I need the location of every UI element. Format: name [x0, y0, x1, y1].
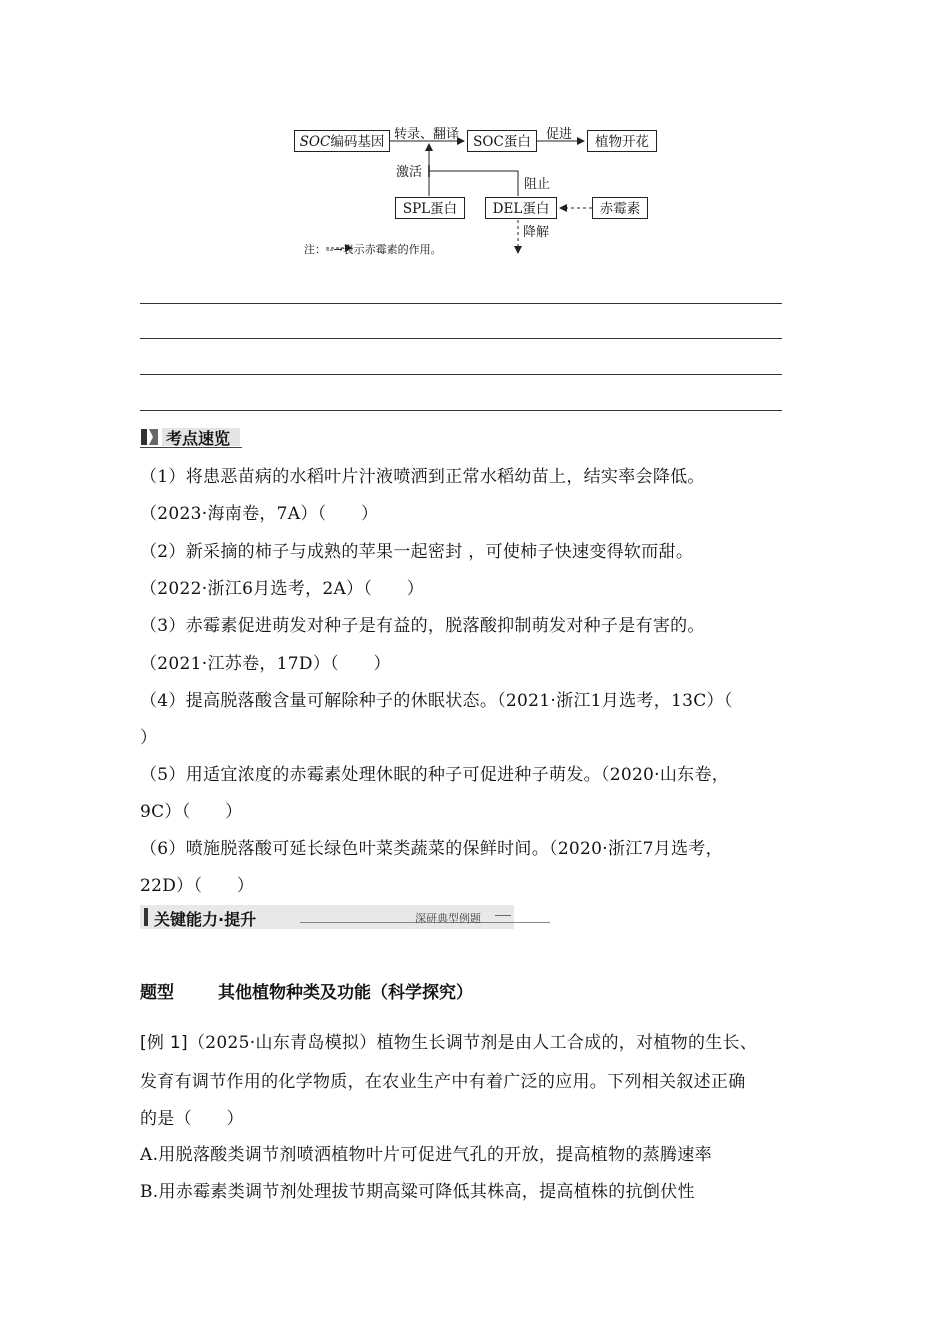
example-line-1 [140, 1028, 757, 1053]
review-item-4: （4）提高脱落酸含量可解除种子的休眠状态。（2021·浙江1月选考，13C）（ [140, 691, 733, 711]
section-subtitle: 深研典型例题 [415, 912, 481, 925]
label-block: 阻止 [524, 177, 551, 192]
soc-protein-box: SOC蛋白 [467, 130, 537, 152]
soc-gene-italic: SOC [299, 134, 331, 150]
diagram-note: 注：--→表示赤霉素的作用。 [304, 243, 442, 256]
bookmark-icon [140, 426, 162, 448]
answer-line-1 [140, 303, 782, 304]
section-title-quick-review: 考点速览 [166, 429, 231, 448]
example-tag: [例 1] [140, 1033, 188, 1053]
review-item-4-source: ） [140, 728, 158, 748]
del-protein-box: DEL蛋白 [485, 197, 557, 219]
review-item-1-source: （2023·海南卷，7A）（ ） [140, 504, 379, 524]
review-item-2-source: （2022·浙江6月选考，2A）（ ） [140, 579, 425, 599]
soc-gene-text: 编码基因 [330, 134, 385, 150]
review-item-1: （1）将患恶苗病的水稻叶片汁液喷洒到正常水稻幼苗上，结实率会降低。 [140, 467, 705, 487]
answer-line-3 [140, 374, 782, 375]
review-item-6-source: 22D）（ ） [140, 876, 255, 896]
answer-line-4 [140, 410, 782, 411]
soc-gene-box [294, 130, 390, 152]
section-header-key-ability [140, 905, 514, 929]
label-transcribe-translate: 转录、翻译 [394, 127, 460, 142]
answer-line-2 [140, 338, 782, 339]
question-type-title: 其他植物种类及功能（科学探究） [218, 983, 473, 1003]
example-line-3: 的是（ ） [140, 1109, 244, 1129]
example-line-2: 发育有调节作用的化学物质，在农业生产中有着广泛的应用。下列相关叙述正确 [140, 1072, 746, 1092]
review-item-5-source: 9C）（ ） [140, 802, 243, 822]
spl-protein-box: SPL蛋白 [395, 197, 465, 219]
review-item-3: （3）赤霉素促进萌发对种子是有益的，脱落酸抑制萌发对种子是有害的。 [140, 616, 705, 636]
gibberellin-box: 赤霉素 [592, 197, 648, 219]
review-item-2: （2）新采摘的柿子与成熟的苹果一起密封 ，可使柿子快速变得软而甜。 [140, 542, 694, 562]
review-item-5: （5）用适宜浓度的赤霉素处理休眠的种子可促进种子萌发。（2020·山东卷， [140, 765, 730, 785]
flow-diagram [280, 118, 680, 268]
label-activate: 激活 [396, 165, 423, 180]
review-item-3-source: （2021·江苏卷，17D）（ ） [140, 654, 391, 674]
option-a: A.用脱落酸类调节剂喷洒植物叶片可促进气孔的开放，提高植物的蒸腾速率 [140, 1145, 712, 1165]
label-promote: 促进 [546, 127, 573, 142]
review-item-6: （6）喷施脱落酸可延长绿色叶菜类蔬菜的保鲜时间。（2020·浙江7月选考， [140, 839, 723, 859]
option-b: B.用赤霉素类调节剂处理拔节期高粱可降低其株高，提高植株的抗倒伏性 [140, 1182, 695, 1202]
example-text-1: （2025·山东青岛模拟）植物生长调节剂是由人工合成的，对植物的生长、 [187, 1033, 758, 1053]
flowering-box: 植物开花 [587, 130, 657, 152]
label-degrade: 降解 [523, 225, 550, 240]
question-type-label: 题型 [140, 983, 174, 1003]
section-title-key-ability: 关键能力·提升 [154, 910, 257, 929]
section-header-quick-review [140, 426, 242, 448]
